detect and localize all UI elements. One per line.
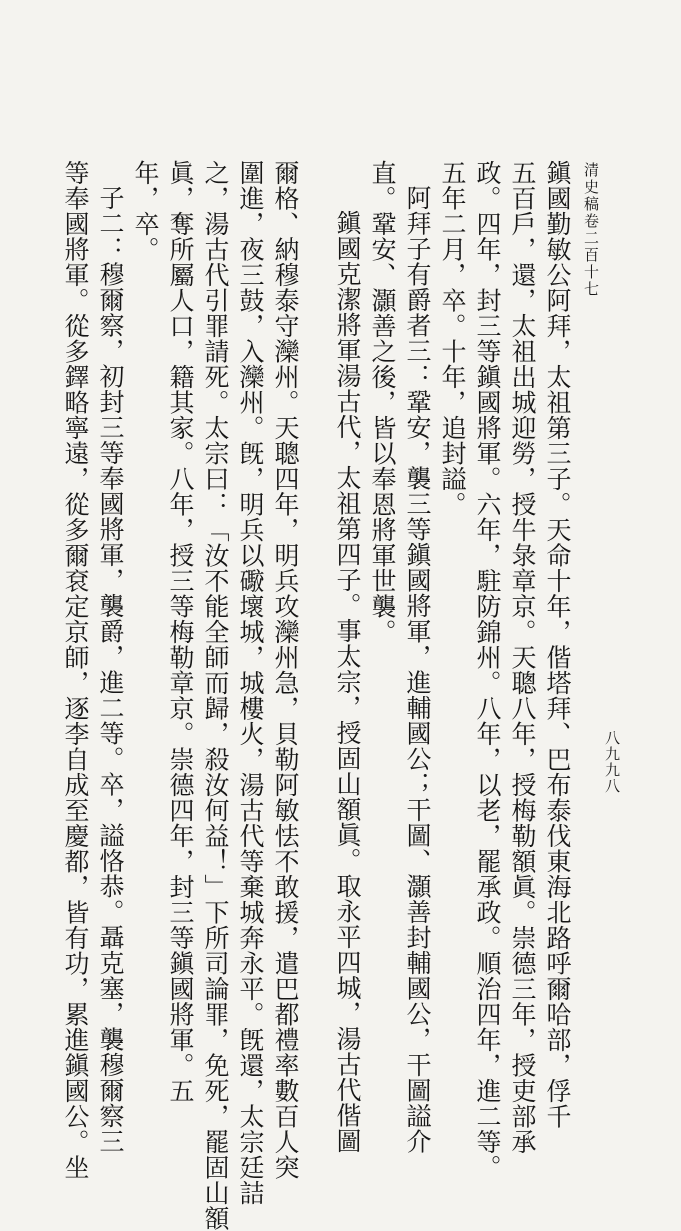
text-column: 之，湯古代引罪請死。太宗曰：「汝不能全師而歸，殺汝何益！」下所司論罪，免死，罷固山額 [201,160,230,1231]
text-column: 爾格、納穆泰守灤州。天聰四年，明兵攻灤州急，貝勒阿敏怯不敢援，遣巴都禮率數百人突 [271,160,300,1180]
text-column: 鎭國勤敏公阿拜，太祖第三子。天命十年，偕塔拜、巴布泰伐東海北路呼爾哈部，俘千 [543,160,572,1129]
text-column: 五百戶，還，太祖出城迎勞，授牛彔章京。天聰八年，授梅勒額眞。崇德三年，授吏部承 [508,160,537,1155]
text-column: 鎭國克潔將軍湯古代，太祖第四子。事太宗，授固山額眞。取永平四城，湯古代偕圖 [333,210,362,1154]
running-head: 清史稿卷二百十七 [582,162,600,298]
text-column: 圍進，夜三鼓，入灤州。旣，明兵以礮壞城，城樓火，湯古代等棄城奔永平。旣還，太宗廷詰 [236,160,265,1206]
text-column: 等奉國將軍。從多鐸略寧遠，從多爾袞定京師，逐李自成至慶都，皆有功，累進鎭國公。坐 [61,160,90,1180]
text-column: 年，卒。 [131,160,160,262]
text-column: 子二：穆爾察，初封三等奉國將軍，襲爵，進二等。卒，謚恪恭。聶克塞，襲穆爾察三 [96,185,125,1154]
text-column: 眞，奪所屬人口，籍其家。八年，授三等梅勒章京。崇德四年，封三等鎭國將軍。五 [166,160,195,1104]
body-text [58,160,575,1231]
text-column: 五年二月，卒。十年，追封謚。 [438,160,467,517]
text-column: 政。四年，封三等鎭國將軍。六年，駐防錦州。八年，以老，罷承政。順治四年，進二等。 [473,160,502,1180]
text-column: 阿拜子有爵者三：鞏安，襲三等鎭國將軍，進輔國公；干圖、灝善封輔國公，干圖謚介 [403,185,432,1154]
page-number: 八九九八 [603,730,621,794]
text-column: 直。鞏安、灝善之後，皆以奉恩將軍世襲。 [368,160,397,645]
